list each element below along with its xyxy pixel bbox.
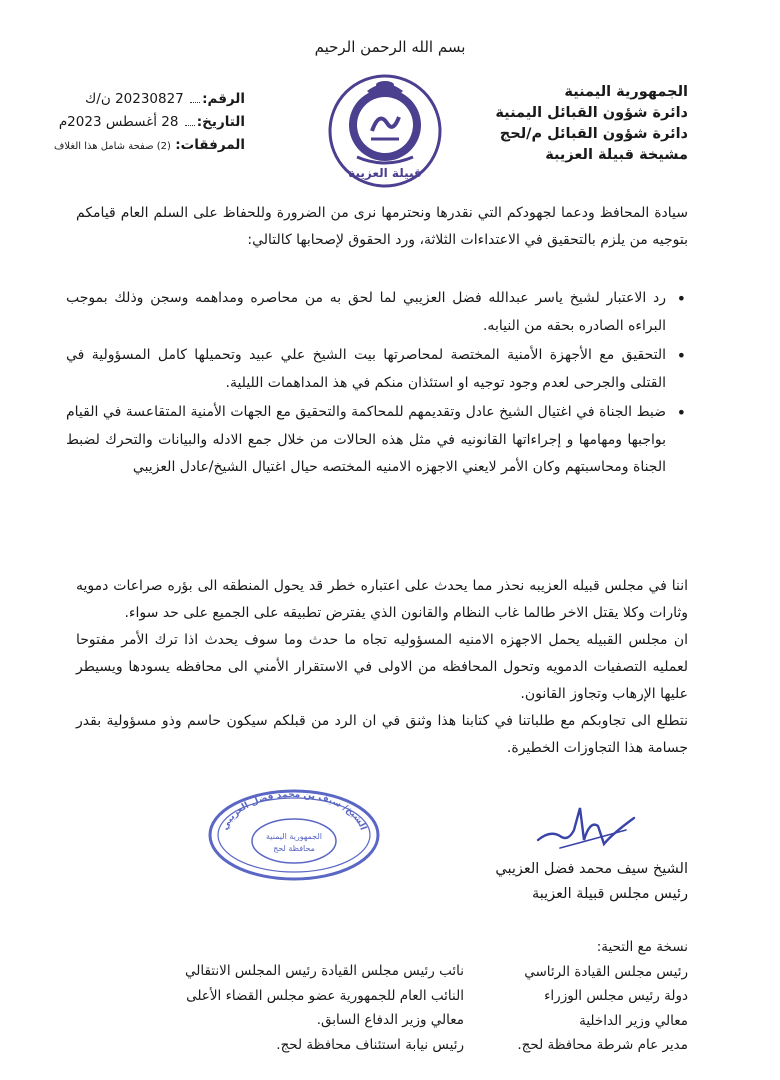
- demand-item-1: • رد الاعتبار لشيخ ياسر عبدالله فضل العزيبي لما لحق به من محاصره ومداهمه وسجن وذلك بموجب البراءه الصادره بحقه من النيابه.: [66, 285, 666, 340]
- body-section: [76, 573, 688, 762]
- sender-line-1: الجمهورية اليمنية: [564, 84, 688, 100]
- reference-block: [55, 88, 245, 158]
- copy-recipient: النائب العام للجمهورية عضو مجلس القضاء الأعلى: [186, 987, 464, 1004]
- body-paragraph-3: نتطلع الى تجاوبكم مع طلباتنا في كتابنا هذا وثنق في ان الرد من قبلكم سيكون حاسم وذو مسؤولية بقدر جسامة هذا التجاوزات الخطيرة.: [76, 713, 688, 756]
- demand-item-3: • ضبط الجناة في اغتيال الشيخ عادل وتقديمهم للمحاكمة والتحقيق مع الجهات الأمنية المتقاعسة في القيام بواجبها ومهامها و إجراءاتها القانونيه في مثل هذه الحالات من خلال جمع الادله والبيانات والتحرك لضبط الجناة ومحاسبتهم وكان الأمر لايعني الاجهزه الامنيه المختصه حيال اغتيال الشيخ/عادل العزيبي: [66, 399, 666, 482]
- date-label: التاريخ:: [196, 114, 245, 130]
- attach-label: المرفقات:: [175, 137, 245, 153]
- sender-line-2: دائرة شؤون القبائل اليمنية: [495, 105, 688, 121]
- date-row: [55, 111, 245, 134]
- stamp-inner-line-2: محافظة لحج: [273, 844, 315, 853]
- sender-line-4: مشيخة قبيلة العزيبة: [545, 147, 688, 163]
- ref-label: الرقم:: [202, 91, 245, 107]
- svg-text:الشيخ/ سيف بن محمد فضل العزيبي: [220, 790, 368, 832]
- sender-line-3: دائرة شؤون القبائل م/لحج: [499, 126, 688, 142]
- date-value: 28 أغسطس 2023م: [58, 114, 179, 130]
- ref-row: [55, 88, 245, 111]
- copy-recipient: مدير عام شرطة محافظة لحج.: [517, 1037, 688, 1053]
- signer-title: رئيس مجلس قبيلة العزيبة: [531, 886, 688, 902]
- ref-value: 20230827 ن/ك: [85, 91, 184, 107]
- stamp-outer-text: الشيخ/ سيف بن محمد فضل العزيبي: [220, 789, 368, 832]
- copies-right-column: [517, 935, 688, 1058]
- logo-caption: قبيلة العزيبة: [348, 166, 422, 180]
- tribe-logo-icon: [327, 73, 443, 189]
- copies-heading: نسخة مع التحية:: [596, 939, 688, 955]
- demands-list: [66, 285, 688, 484]
- copy-recipient: نائب رئيس مجلس القيادة رئيس المجلس الانتقالي: [185, 963, 464, 979]
- copy-recipient: رئيس مجلس القيادة الرئاسي: [524, 963, 688, 980]
- body-paragraph-1: اننا في مجلس قبيله العزيبه نحذر مما يحدث على اعتباره خطر قد يحول المنطقه الى بؤره صراعات دمويه وثارات وكلا يقتل الاخر طالما غاب النظام والقانون الذي يفترض تطبيقه على الجميع على حد سواء.: [76, 578, 688, 621]
- demand-item-2: • التحقيق مع الأجهزة الأمنية المختصة لمحاصرتها بيت الشيخ علي عبيد وتحميلها كامل المسؤولية في القتلى والجرحى لعدم وجود توجيه او استئذان منكم في هذ المداهمات الليلية.: [66, 342, 666, 397]
- copies-left-column: [185, 959, 464, 1057]
- stamp-inner-line-1: الجمهورية اليمنية: [265, 832, 323, 841]
- body-paragraph-2: ان مجلس القبيله يحمل الاجهزه الامنيه المسؤوليه تجاه ما حدث وما سوف يحدث اذا ترك الأمر مفتوحا لعمليه التصفيات الدمويه وتحول المحافظه من الاولى في الاستقرار الأمني الى محافظه يسودها ويسيطر عليها الإرهاب وتجاوز القانون.: [76, 632, 688, 702]
- attach-row: [55, 134, 245, 158]
- basmala: بسم الله الرحمن الرحيم: [314, 38, 466, 56]
- signature-block: [495, 857, 688, 907]
- copy-recipient: رئيس نيابة استئناف محافظة لحج.: [276, 1036, 464, 1053]
- copy-recipient: معالي وزير الدفاع السابق.: [316, 1012, 464, 1028]
- official-stamp-icon: [206, 785, 382, 881]
- handwritten-signature-icon: [530, 800, 640, 855]
- intro-paragraph: سيادة المحافظ ودعما لجهودكم التي نقدرها ونحترمها نرى من الضرورة وللحفاظ على السلم العام قيامكم بتوجيه من يلزم بالتحقيق في الاعتداءات الثلاثة، ورد الحقوق لإصحابها كالتالي:: [76, 205, 688, 248]
- copy-recipient: دولة رئيس مجلس الوزراء: [544, 988, 688, 1004]
- copy-recipient: معالي وزير الداخلية: [579, 1012, 688, 1029]
- sender-block: [495, 82, 688, 166]
- attach-value: (2) صفحة شامل هذا الغلاف: [54, 141, 171, 152]
- signer-name: الشيخ سيف محمد فضل العزيبي: [495, 861, 688, 877]
